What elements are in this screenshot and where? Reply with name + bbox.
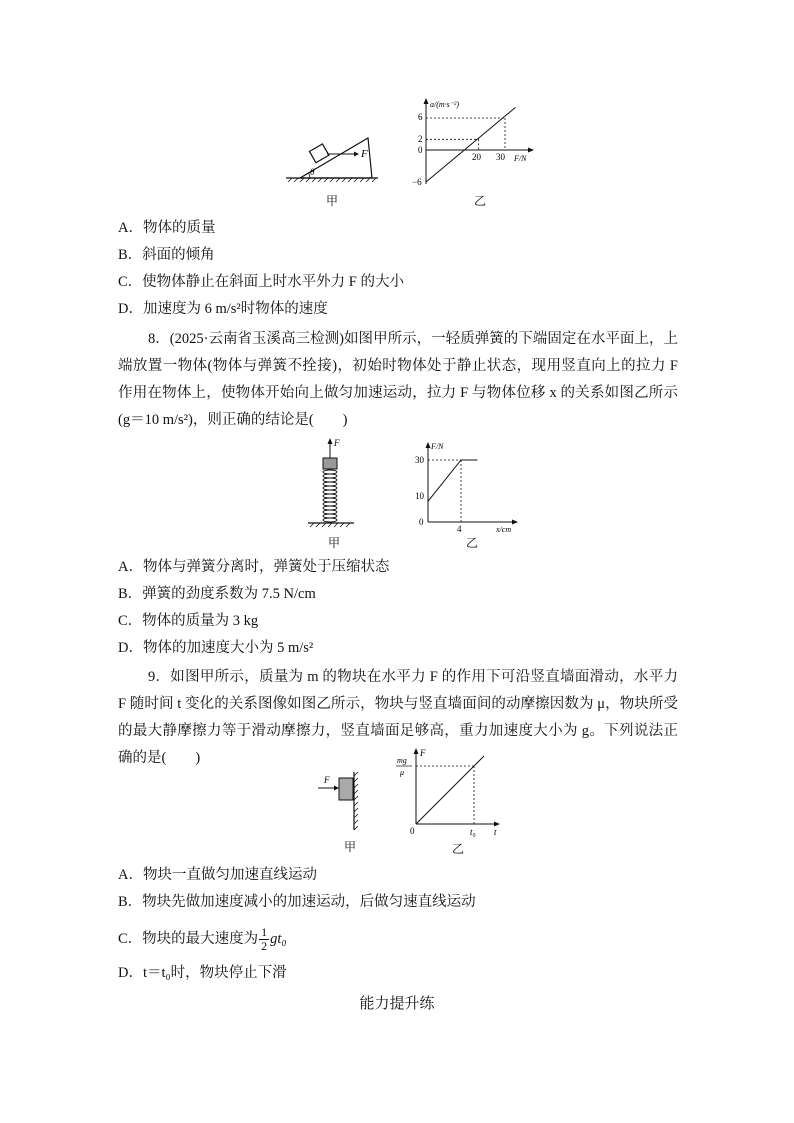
force-label: F: [324, 775, 330, 785]
y-tick-neg6: −6: [412, 177, 422, 187]
x-axis-arrow: [528, 148, 534, 153]
wall-hatch: [354, 772, 358, 830]
origin-label: 0: [410, 826, 415, 836]
q9-wall-diagram: [314, 770, 370, 834]
x-tick-20: 20: [472, 152, 481, 162]
q8-option-c: C．物体的质量为 3 kg: [118, 613, 259, 629]
force-label: F: [361, 148, 368, 160]
angle-label: θ: [310, 167, 315, 177]
q8-option-b: B．弹簧的劲度系数为 7.5 N/cm: [118, 586, 316, 602]
x-tick-t0: t₀: [470, 827, 476, 837]
q9-option-a: A．物块一直做匀加速直线运动: [118, 867, 317, 883]
x-axis-label: x/cm: [496, 525, 512, 532]
q7-option-a: A．物体的质量: [118, 220, 216, 236]
fig7-yi-caption: 乙: [474, 194, 487, 208]
q9-option-c: [118, 926, 734, 953]
y-axis-arrow: [424, 98, 429, 104]
force-arrowhead: [334, 786, 339, 791]
q8-option-d: D．物体的加速度大小为 5 m/s²: [118, 640, 314, 656]
y-tick-30: 30: [415, 455, 424, 465]
y-tick-mg: mg: [397, 756, 407, 765]
a-f-line: [426, 107, 516, 182]
x-tick-30: 30: [496, 152, 505, 162]
q9-option-b: B．物块先做加速度减小的加速运动，后做匀速直线运动: [118, 894, 476, 910]
q8-stem: 8．(2025·云南省玉溪高三检测)如图甲所示，一轻质弹簧的下端固定在水平面上，上端放置一物体(物体与弹簧不拴接)，初始时物体处于静止状态，现用竖直向上的拉力 F 作用在物体上，使物体开始向上做匀加速运动，拉力 F 与物体位移 x 的关系如图乙所示(g＝10 m/s²)，则正确的结论是( ): [118, 331, 678, 428]
pull-arrowhead: [328, 438, 333, 444]
q7-option-c: C．使物体静止在斜面上时水平外力 F 的大小: [118, 274, 404, 290]
y-axis-label: a/(m·s⁻²): [430, 100, 460, 109]
q9-option-c-expr: gt₀: [270, 930, 287, 947]
x-tick-4: 4: [457, 524, 462, 532]
q8-option-a: A．物体与弹簧分离时，弹簧处于压缩状态: [118, 559, 390, 575]
fig7-a-f-graph: [404, 96, 544, 188]
q9-option-c-text: C．物块的最大速度为: [118, 930, 259, 947]
q7-option-b: B．斜面的倾角: [118, 247, 215, 263]
x-axis-arrow: [494, 822, 500, 827]
y-tick-0: 0: [419, 517, 424, 527]
section-title: 能力提升练: [359, 996, 435, 1012]
q8-f-x-graph: [406, 440, 526, 532]
force-label: F: [334, 438, 340, 448]
q8-yi-caption: 乙: [466, 536, 479, 550]
y-tick-0: 0: [418, 145, 423, 155]
x-axis-arrow: [512, 520, 518, 525]
q8-spring-diagram: [302, 436, 362, 532]
q9-option-c-fraction: [259, 926, 269, 953]
y-tick-6: 6: [418, 112, 423, 122]
x-axis-label: t: [494, 827, 497, 837]
q9-option-d: D．t＝t₀时，物块停止下滑: [118, 965, 287, 981]
fig7-jia-caption: 甲: [326, 194, 339, 208]
y-axis-label: F/N: [431, 442, 444, 451]
ground-hatch: [288, 178, 376, 182]
q9-yi-caption: 乙: [452, 842, 465, 856]
y-tick-mu: μ: [400, 768, 405, 777]
y-tick-2: 2: [418, 134, 423, 144]
q8-jia-caption: 甲: [328, 536, 341, 550]
y-axis-arrow: [426, 442, 431, 448]
fraction-denominator: 2: [261, 939, 268, 953]
force-arrowhead: [354, 152, 359, 157]
block: [339, 778, 353, 800]
q9-jia-caption: 甲: [344, 840, 357, 854]
q9-f-t-graph: [390, 746, 512, 838]
f-x-line: [428, 460, 478, 501]
y-tick-10: 10: [415, 491, 424, 501]
y-axis-arrow: [414, 748, 419, 754]
q7-option-d: D．加速度为 6 m/s²时物体的速度: [118, 301, 328, 317]
fig7-incline-diagram: [282, 132, 382, 188]
fraction-numerator: 1: [261, 925, 268, 939]
y-axis-label: F: [420, 748, 426, 758]
block: [323, 458, 337, 469]
spring: [323, 470, 337, 522]
block: [309, 144, 328, 163]
q9-stem: 9．如图甲所示，质量为 m 的物块在水平力 F 的作用下可沿竖直墙面滑动，水平力 F 随时间 t 变化的关系图像如图乙所示，物块与竖直墙面间的动摩擦因数为 μ，物块所受的最大静摩擦力等于滑动摩擦力，竖直墙面足够高，重力加速度大小为 g。下列说法正确的是( ): [118, 669, 678, 766]
x-axis-label: F/N: [514, 154, 527, 163]
